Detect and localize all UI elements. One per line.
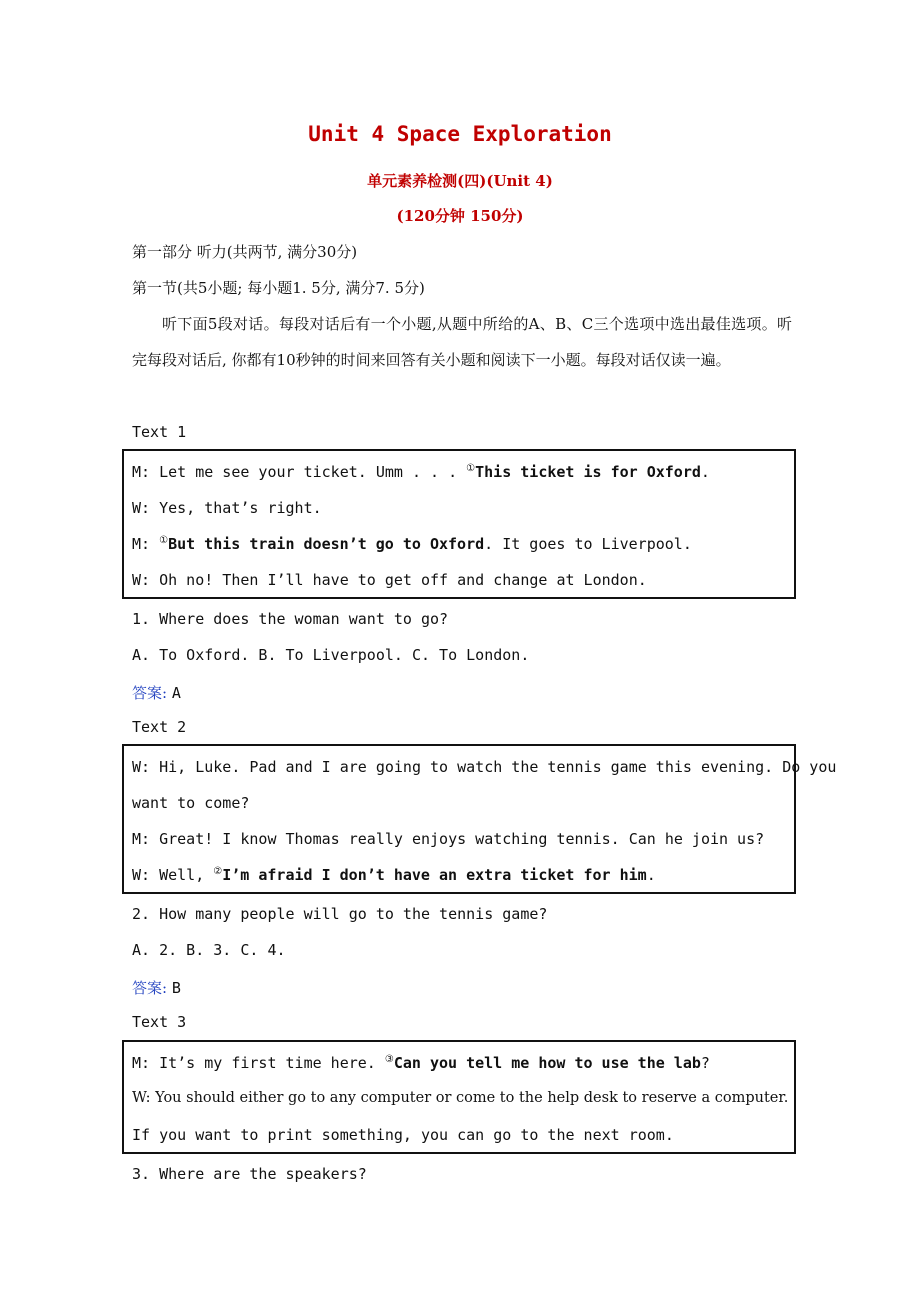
marker-1: ① [466, 463, 476, 474]
question-2: 2. How many people will go to the tennis game? [132, 905, 548, 923]
highlighted-sentence: I’m afraid I don’t have an extra ticket for him [222, 866, 647, 884]
answer-2: 答案: B [132, 979, 181, 997]
marker-1: ① [159, 535, 169, 546]
dialogue-line: W: You should either go to any computer or come to the help desk to reserve a computer. [132, 1090, 789, 1106]
answer-1: 答案: A [132, 684, 181, 702]
dialogue-line: M: ①But this train doesn’t go to Oxford. It goes to Liverpool. [132, 535, 692, 553]
text2-label: Text 2 [132, 718, 187, 736]
dialogue-line: If you want to print something, you can go to the next room. [132, 1126, 674, 1144]
question-2-options: A. 2. B. 3. C. 4. [132, 941, 286, 959]
section-heading: 第一节(共5小题; 每小题1. 5分, 满分7. 5分) [132, 279, 425, 297]
time-score: (120分钟 150分) [396, 207, 524, 225]
dialogue-line: W: Well, ②I’m afraid I don’t have an extra ticket for him. [132, 866, 656, 884]
highlighted-sentence: Can you tell me how to use the lab [393, 1054, 701, 1072]
text2-dialogue-box [122, 744, 837, 894]
dialogue-line: M: Great! I know Thomas really enjoys watching tennis. Can he join us? [132, 830, 765, 848]
dialogue-line: W: Oh no! Then I’ll have to get off and change at London. [132, 571, 647, 589]
dialogue-line: M: It’s my first time here. ③Can you tell me how to use the lab? [132, 1054, 710, 1072]
question-1: 1. Where does the woman want to go? [132, 610, 449, 628]
highlighted-sentence: But this train doesn’t go to Oxford [168, 535, 485, 553]
marker-3: ③ [384, 1054, 394, 1065]
dialogue-line: M: Let me see your ticket. Umm . . . ①This ticket is for Oxford. [132, 463, 710, 481]
question-1-options: A. To Oxford. B. To Liverpool. C. To London. [132, 646, 530, 664]
highlighted-sentence: This ticket is for Oxford [475, 463, 701, 481]
part-heading: 第一部分 听力(共两节, 满分30分) [132, 243, 358, 261]
subtitle: 单元素养检测(四)(Unit 4) [367, 172, 553, 190]
marker-2: ② [213, 866, 223, 877]
dialogue-line: want to come? [132, 794, 250, 812]
dialogue-line: W: Yes, that’s right. [132, 499, 322, 517]
question-3: 3. Where are the speakers? [132, 1165, 367, 1183]
dialogue-line: W: Hi, Luke. Pad and I are going to watch the tennis game this evening. Do you [132, 758, 837, 776]
instructions: 听下面5段对话。每段对话后有一个小题,从题中所给的A、B、C三个选项中选出最佳选项。听完每段对话后, 你都有10秒钟的时间来回答有关小题和阅读下一小题。每段对话仅读一遍。 [132, 315, 792, 369]
text1-label: Text 1 [132, 423, 187, 441]
text3-label: Text 3 [132, 1013, 187, 1031]
page-title: Unit 4 Space Exploration [308, 122, 612, 146]
text3-dialogue-box [122, 1040, 796, 1154]
text1-dialogue-box [122, 449, 796, 599]
